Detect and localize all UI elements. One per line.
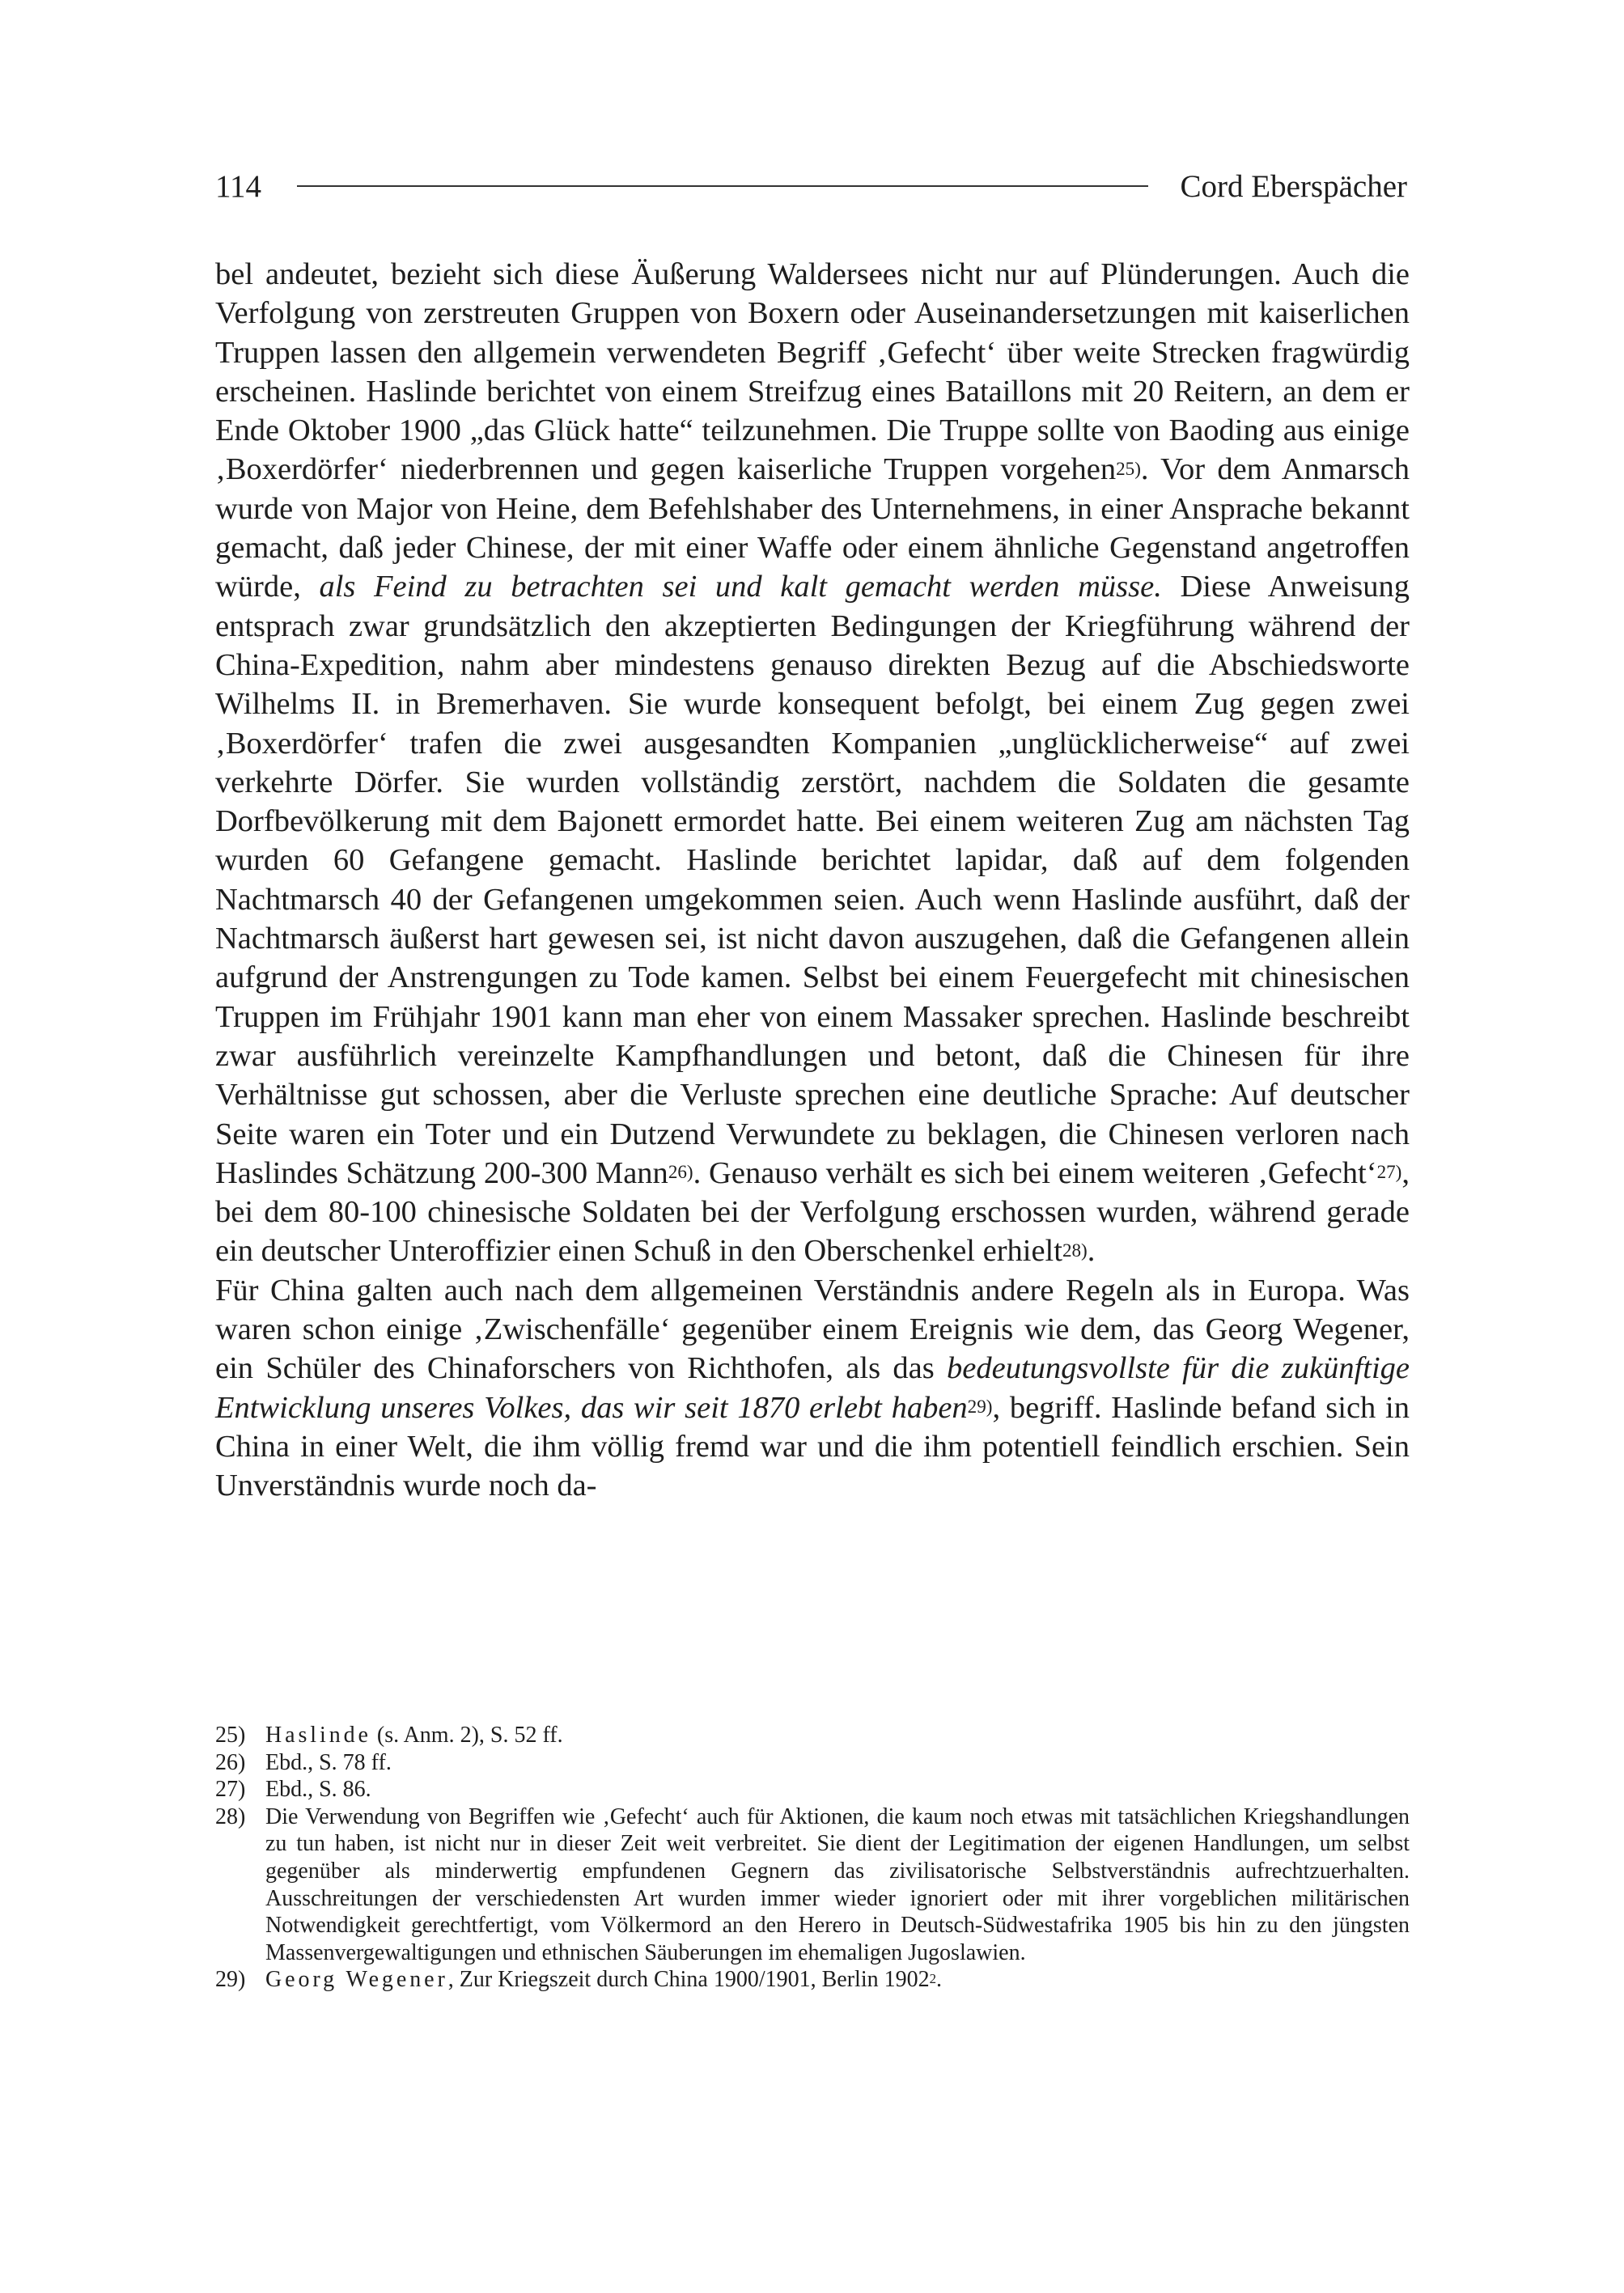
edition-superscript: 2	[929, 1971, 936, 1987]
header-rule	[297, 185, 1147, 187]
footnote-text: Haslinde (s. Anm. 2), S. 52 ff.	[265, 1723, 563, 1748]
footnote-ref-25[interactable]: 25)	[1116, 457, 1141, 479]
footnote-27	[215, 1776, 1410, 1803]
footnote-25	[215, 1722, 1410, 1749]
footnote-text: Ebd., S. 78 ff.	[265, 1749, 392, 1775]
footnote-text: Ebd., S. 86.	[265, 1777, 371, 1803]
running-head-author: Cord Eberspächer	[1180, 168, 1407, 204]
footnote-number: 28)	[215, 1803, 246, 1829]
page-number: 114	[215, 168, 262, 204]
footnote-26	[215, 1749, 1410, 1777]
footnote-number: 26)	[215, 1749, 246, 1775]
footnote-number: 29)	[215, 1967, 246, 1993]
footnote-text: Die Verwendung von Begriffen wie ‚Gefecht‘ auch für Aktionen, die kaum noch etwas mit tatsächlichen Kriegshandlungen zu tun haben, ist nicht nur in dieser Zeit weit verbreitet. Sie dient der Legitimation der eigenen Handlungen, um selbst gegenüber als minderwertig empfundenen Gegnern das zivilisatorische Selbstverständnis aufrechtzuerhalten. Ausschreitungen der verschiedensten Art wurden immer wieder ignoriert oder mit ihrer vorgeblichen militärischen Notwendigkeit gerechtfertigt, vom Völkermord an den Herero in Deutsch-Südwestafrika 1905 bis hin zu den jüngsten Massenvergewaltigungen und ethnischen Säuberungen im ehemaligen Jugoslawien.	[265, 1803, 1410, 1965]
footnote-ref-26[interactable]: 26)	[668, 1161, 693, 1183]
paragraph-2: Für China galten auch nach dem allgemeinen Verständnis andere Regeln als in Europa. Was waren schon einige ‚Zwischenfälle‘ gegenüber einem Ereignis wie dem, das Georg Wegener, ein Schüler des Chinaforschers von Richthofen, als das bedeutungsvollste für die zukünftige Entwicklung unseres Volkes, das wir seit 1870 erlebt haben$^{29)}$, begriff. Haslinde befand sich in China in einer Welt, die ihm völlig fremd war und die ihm potentiell feindlich erschien. Sein Unverständnis wurde noch da-	[215, 1273, 1410, 1503]
footnote-29	[215, 1966, 1410, 1994]
footnote-number: 27)	[215, 1777, 246, 1803]
footnote-ref-29[interactable]: 29)	[967, 1395, 993, 1417]
author-name: Georg Wegener	[265, 1967, 448, 1993]
running-head	[215, 162, 1407, 210]
footnote-number: 25)	[215, 1723, 246, 1748]
footnote-ref-28[interactable]: 28)	[1062, 1239, 1088, 1261]
footnotes	[215, 1722, 1410, 1994]
footnote-28	[215, 1803, 1410, 1967]
author-name: Haslinde	[265, 1723, 371, 1748]
quote-italic: bedeutungsvollste für die zukünftige Entwicklung unseres Volkes, das wir seit 1870 erlebt haben	[215, 1351, 1410, 1425]
body-text	[215, 255, 1410, 1506]
quote-italic: als Feind zu betrachten sei und kalt gemacht werden müsse.	[319, 570, 1162, 604]
footnote-ref-27[interactable]: 27)	[1376, 1161, 1402, 1183]
paragraph-1: bel andeutet, bezieht sich diese Äußerung Waldersees nicht nur auf Plünderungen. Auch die Verfolgung von zerstreuten Gruppen von Boxern oder Auseinandersetzungen mit kaiserlichen Truppen lassen den allgemein verwendeten Begriff ‚Gefecht‘ über weite Strecken fragwürdig erscheinen. Haslinde berichtet von einem Streifzug eines Bataillons mit 20 Reitern, an dem er Ende Oktober 1900 „das Glück hatte“ teilzunehmen. Die Truppe sollte von Baoding aus einige ‚Boxerdörfer‘ niederbrennen und gegen kaiserliche Truppen vorgehen$^{25)}$. Vor dem Anmarsch wurde von Major von Heine, dem Befehlshaber des Unternehmens, in einer Ansprache bekannt gemacht, daß jeder Chinese, der mit einer Waffe oder einem ähnliche Gegenstand angetroffen würde, als Feind zu betrachten sei und kalt gemacht werden müsse. Diese Anweisung entsprach zwar grundsätzlich den akzeptierten Bedingungen der Kriegführung während der China-Expedition, nahm aber mindestens genauso direkten Bezug auf die Abschiedsworte Wilhelms II. in Bremerhaven. Sie wurde konsequent befolgt, bei einem Zug gegen zwei ‚Boxerdörfer‘ trafen die zwei ausgesandten Kompanien „unglücklicherweise“ auf zwei verkehrte Dörfer. Sie wurden vollständig zerstört, nachdem die Soldaten die gesamte Dorfbevölkerung mit dem Bajonett ermordet hatte. Bei einem weiteren Zug am nächsten Tag wurden 60 Gefangene gemacht. Haslinde berichtet lapidar, daß auf dem folgenden Nachtmarsch 40 der Gefangenen umgekommen seien. Auch wenn Haslinde ausführt, daß der Nachtmarsch äußerst hart gewesen sei, ist nicht davon auszugehen, daß die Gefangenen allein aufgrund der Anstrengungen zu Tode kamen. Selbst bei einem Feuergefecht mit chinesischen Truppen im Frühjahr 1901 kann man eher von einem Massaker sprechen. Haslinde beschreibt zwar ausführlich vereinzelte Kampfhandlungen und betont, daß die Chinesen für ihre Verhältnisse gut schossen, aber die Verluste sprechen eine deutliche Sprache: Auf deutscher Seite waren ein Toter und ein Dutzend Verwundete zu beklagen, die Chinesen verloren nach Haslindes Schätzung 200-300 Mann$^{26)}$. Genauso verhält es sich bei einem weiteren ‚Gefecht‘$^{27)}$, bei dem 80-100 chinesische Soldaten bei der Verfolgung erschossen wurden, während gerade ein deutscher Unteroffizier einen Schuß in den Oberschenkel erhielt$^{28)}$.	[215, 257, 1410, 1269]
footnote-text: Georg Wegener, Zur Kriegszeit durch China 1900/1901, Berlin 1902$^2$.	[265, 1967, 942, 1993]
